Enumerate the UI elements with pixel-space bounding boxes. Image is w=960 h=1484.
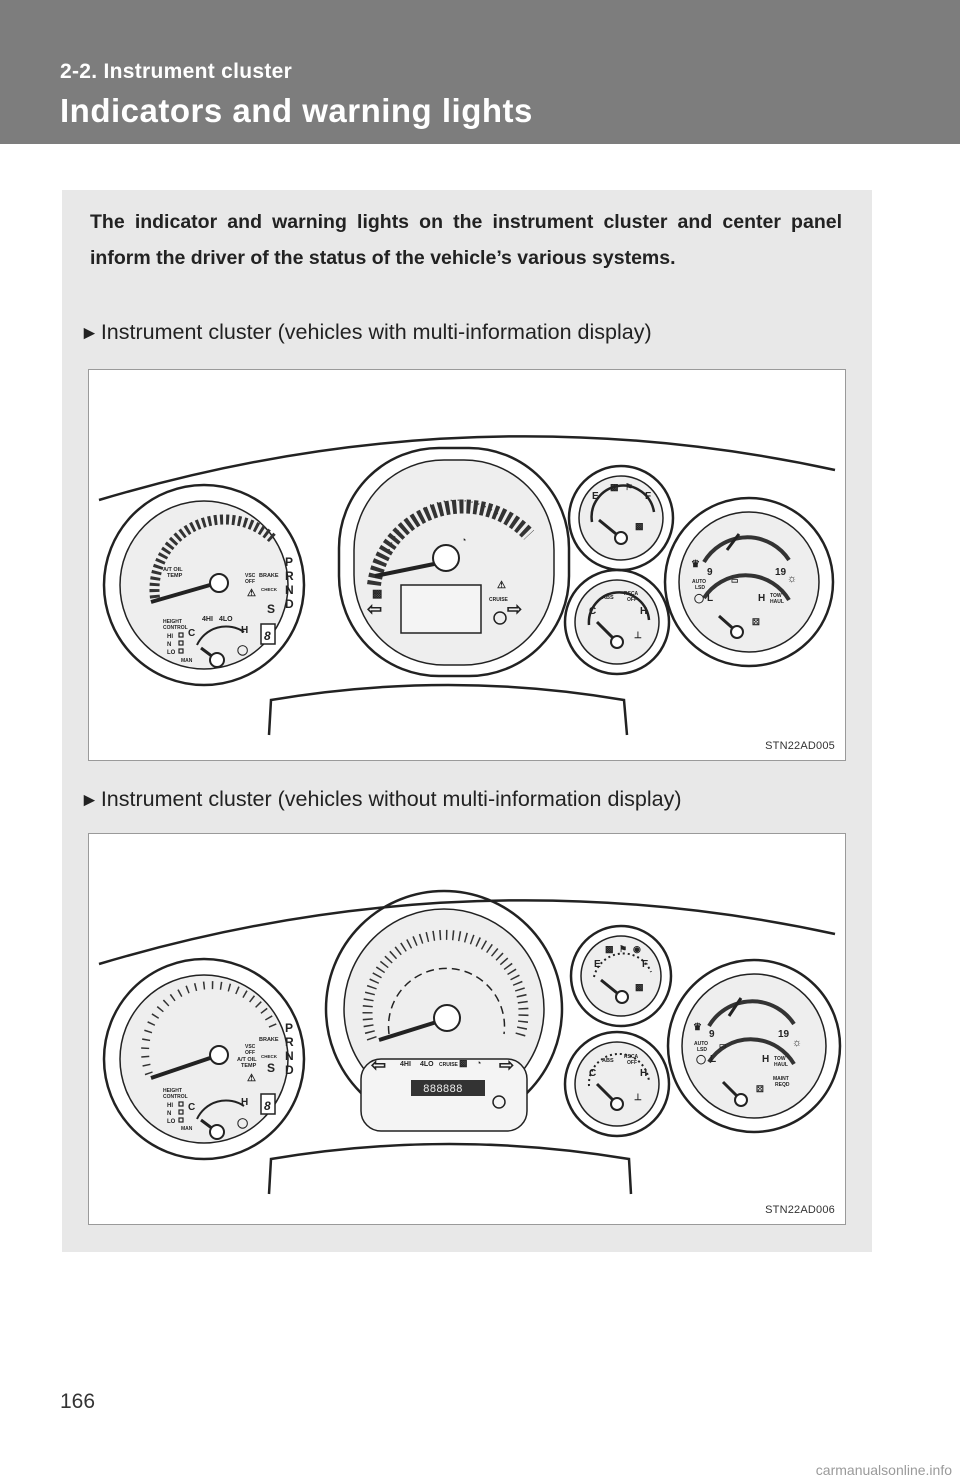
gear-digit: 8 — [264, 1099, 271, 1113]
control-label: CONTROL — [163, 625, 188, 631]
multi-info-display — [401, 585, 481, 633]
auto-label: AUTO — [694, 1041, 709, 1047]
odometer-digits: 888888 — [423, 1084, 463, 1096]
temp-label: TEMP — [241, 1063, 257, 1069]
figure-2 — [88, 833, 846, 1225]
gear-digit: 8 — [264, 629, 271, 643]
temp-gauge-face — [575, 1042, 659, 1126]
temp-hot-label: H — [640, 606, 648, 617]
gear-n-label: N — [285, 583, 294, 597]
rsca-label: RSCA — [624, 591, 639, 597]
coolant-temp-icon: ⊥ — [634, 1092, 642, 1102]
abs-label: ABS — [602, 595, 614, 601]
vsc-off-label: OFF — [245, 1050, 255, 1056]
nineteen-label: 19 — [778, 1029, 790, 1040]
abs-label: ABS — [602, 1058, 614, 1064]
control-label: CONTROL — [163, 1094, 188, 1100]
section-label: 2-2. Instrument cluster — [60, 60, 293, 83]
page-number: 166 — [60, 1390, 96, 1413]
slip-indicator-icon: ♛ — [693, 1022, 702, 1033]
right-turn-arrow-icon: ⇨ — [499, 1055, 515, 1075]
right-lower-hub — [731, 626, 743, 638]
engine-temp-warning-icon: ◯ — [237, 645, 249, 656]
engine-temp-warning-icon: ◯ — [237, 1118, 249, 1129]
left-cold-label: C — [188, 628, 196, 639]
fuel-f-label: F — [645, 491, 652, 502]
gear-n-label: N — [285, 1049, 294, 1063]
lo-label: LO — [167, 1119, 176, 1125]
four-lo-label: 4LO — [219, 616, 233, 623]
fuel-f-label: F — [642, 959, 649, 970]
airbag-icon: ⚑ — [625, 482, 634, 492]
left-needle-hub — [210, 574, 228, 592]
oil-pressure-icon: ⚄ — [752, 617, 760, 627]
gear-s-label: S — [267, 602, 276, 616]
figure-1-caption-text: Instrument cluster (vehicles with multi-information display) — [100, 320, 652, 344]
left-hot-label: H — [241, 625, 249, 636]
four-hi-label: 4HI — [400, 1061, 411, 1068]
headlight-icon: ◔ — [461, 535, 467, 545]
haul-label: HAUL — [774, 1062, 788, 1068]
airbag-icon: ⚑ — [619, 944, 628, 954]
temp-hot-label: H — [640, 1068, 648, 1079]
figure-2-caption-text: Instrument cluster (vehicles without multi-information display) — [100, 787, 682, 811]
page-title: Indicators and warning lights — [60, 92, 533, 129]
left-turn-arrow-icon: ⇦ — [371, 1055, 387, 1075]
steering-wheel-arc — [269, 685, 627, 735]
man-label: MAN — [181, 1126, 193, 1132]
fuel-pump-icon: ▩ — [605, 944, 614, 954]
temp-hub — [611, 636, 623, 648]
n-label: N — [167, 642, 172, 648]
tach-hub — [433, 545, 459, 571]
cluster-illustration-1 — [89, 370, 845, 760]
four-lo-label: 4LO — [420, 1061, 434, 1068]
at-oil-label: A/T OIL — [237, 1057, 257, 1063]
temp-cold-label: C — [589, 1068, 597, 1079]
steering-wheel-arc — [269, 1144, 631, 1194]
lsd-label: LSD — [695, 585, 705, 591]
rsca-off-label: OFF — [627, 1060, 637, 1066]
maint-label: MAINT — [773, 1076, 789, 1082]
vsc-label: VSC — [245, 573, 256, 579]
gear-d-label: D — [285, 597, 294, 611]
fuel-hub — [615, 532, 627, 544]
lo-label: LO — [167, 650, 176, 656]
haul-label: HAUL — [770, 599, 784, 605]
temp-hub — [611, 1098, 623, 1110]
slip-indicator-icon: ♛ — [691, 559, 700, 570]
coolant-temp-icon: ⊥ — [634, 630, 642, 640]
nine-label: 9 — [707, 567, 713, 578]
temp-label: TEMP — [167, 573, 183, 579]
left-turn-arrow-icon: ⇦ — [367, 599, 383, 619]
nine-label: 9 — [709, 1029, 715, 1040]
warning-exclaim-icon: ⚠ — [247, 1073, 256, 1084]
gear-s-label: S — [267, 1061, 276, 1075]
traction-icon: ◉ — [633, 944, 641, 954]
temp-cold-label: C — [589, 606, 597, 617]
low-label: L — [710, 1054, 717, 1065]
intro-paragraph: The indicator and warning lights on the instrument cluster and center panel inform the driver of the status of the vehicle’s various systems. — [90, 211, 842, 269]
figure-1-caption — [80, 320, 652, 345]
headlight-high-beam-icon: ☼ — [787, 573, 798, 585]
figure-2-caption — [80, 787, 682, 812]
gear-r-label: R — [285, 1035, 294, 1049]
oil-pressure-icon: ⚄ — [756, 1084, 764, 1094]
high-label: H — [762, 1054, 770, 1065]
four-hi-label: 4HI — [202, 616, 213, 623]
brake-label: BRAKE — [259, 1037, 279, 1043]
right-lower-hub — [735, 1094, 747, 1106]
gear-p-label: P — [285, 1021, 294, 1035]
tire-pressure-icon: ◯ — [696, 1054, 707, 1064]
n-label: N — [167, 1111, 172, 1117]
lsd-label: LSD — [697, 1047, 707, 1053]
fuel-e-label: E — [592, 491, 599, 502]
reqd-label: REQD — [775, 1082, 790, 1088]
check-label: CHECK — [261, 587, 278, 592]
low-fuel-icon: ▩ — [635, 982, 644, 992]
seatbelt-warning-icon: ▩ — [372, 588, 383, 600]
fuel-hub — [616, 991, 628, 1003]
left-needle-hub — [210, 1046, 228, 1064]
speedo-hub — [434, 1005, 460, 1031]
watermark: carmanualsonline.info — [815, 1462, 952, 1478]
low-label: L — [707, 593, 714, 604]
page-header — [0, 0, 960, 144]
tow-label: TOW — [770, 593, 782, 599]
gear-p-label: P — [285, 555, 294, 569]
height-label: HEIGHT — [163, 619, 182, 625]
left-hot-label: H — [241, 1097, 249, 1108]
tow-label: TOW — [774, 1056, 786, 1062]
figure-1-code: STN22AD005 — [765, 740, 835, 752]
cruise-label: CRUISE — [439, 1062, 458, 1068]
high-label: H — [758, 593, 766, 604]
cruise-label: CRUISE — [489, 597, 508, 603]
rsca-label: RSCA — [624, 1054, 639, 1060]
at-oil-label: A/T OIL — [163, 567, 183, 573]
man-label: MAN — [181, 658, 193, 664]
general-warning-icon: ⚠ — [497, 580, 506, 591]
battery-icon: ▭ — [719, 1041, 727, 1050]
nineteen-label: 19 — [775, 567, 787, 578]
at-temp-hub — [210, 653, 224, 667]
fuel-e-label: E — [594, 959, 601, 970]
hi-label: HI — [167, 1103, 173, 1109]
figure-1 — [88, 369, 846, 761]
triangle-bullet-icon: ► — [80, 323, 99, 344]
vsc-off-label: OFF — [245, 579, 255, 585]
tire-pressure-icon: ◯ — [694, 593, 705, 603]
right-turn-arrow-icon: ⇨ — [507, 599, 523, 619]
warning-exclaim-icon: ⚠ — [247, 588, 256, 599]
at-temp-hub — [210, 1125, 224, 1139]
headlight-high-beam-icon: ☼ — [792, 1037, 803, 1049]
brake-label: BRAKE — [259, 573, 279, 579]
hi-label: HI — [167, 634, 173, 640]
gear-r-label: R — [285, 569, 294, 583]
height-label: HEIGHT — [163, 1088, 182, 1094]
triangle-bullet-icon: ► — [80, 790, 99, 811]
check-label: CHECK — [261, 1054, 278, 1059]
rsca-off-label: OFF — [627, 597, 637, 603]
auto-label: AUTO — [692, 579, 707, 585]
vsc-label: VSC — [245, 1044, 256, 1050]
headlight-icon: ◔ — [476, 1058, 482, 1068]
left-cold-label: C — [188, 1102, 196, 1113]
battery-icon: ▭ — [731, 576, 739, 585]
gear-d-label: D — [285, 1063, 294, 1077]
fuel-pump-icon: ▩ — [610, 482, 619, 492]
low-fuel-icon: ▩ — [635, 521, 644, 531]
figure-2-code: STN22AD006 — [765, 1204, 835, 1216]
seatbelt-warning-icon: ▩ — [459, 1058, 468, 1068]
cluster-illustration-2 — [89, 834, 845, 1224]
